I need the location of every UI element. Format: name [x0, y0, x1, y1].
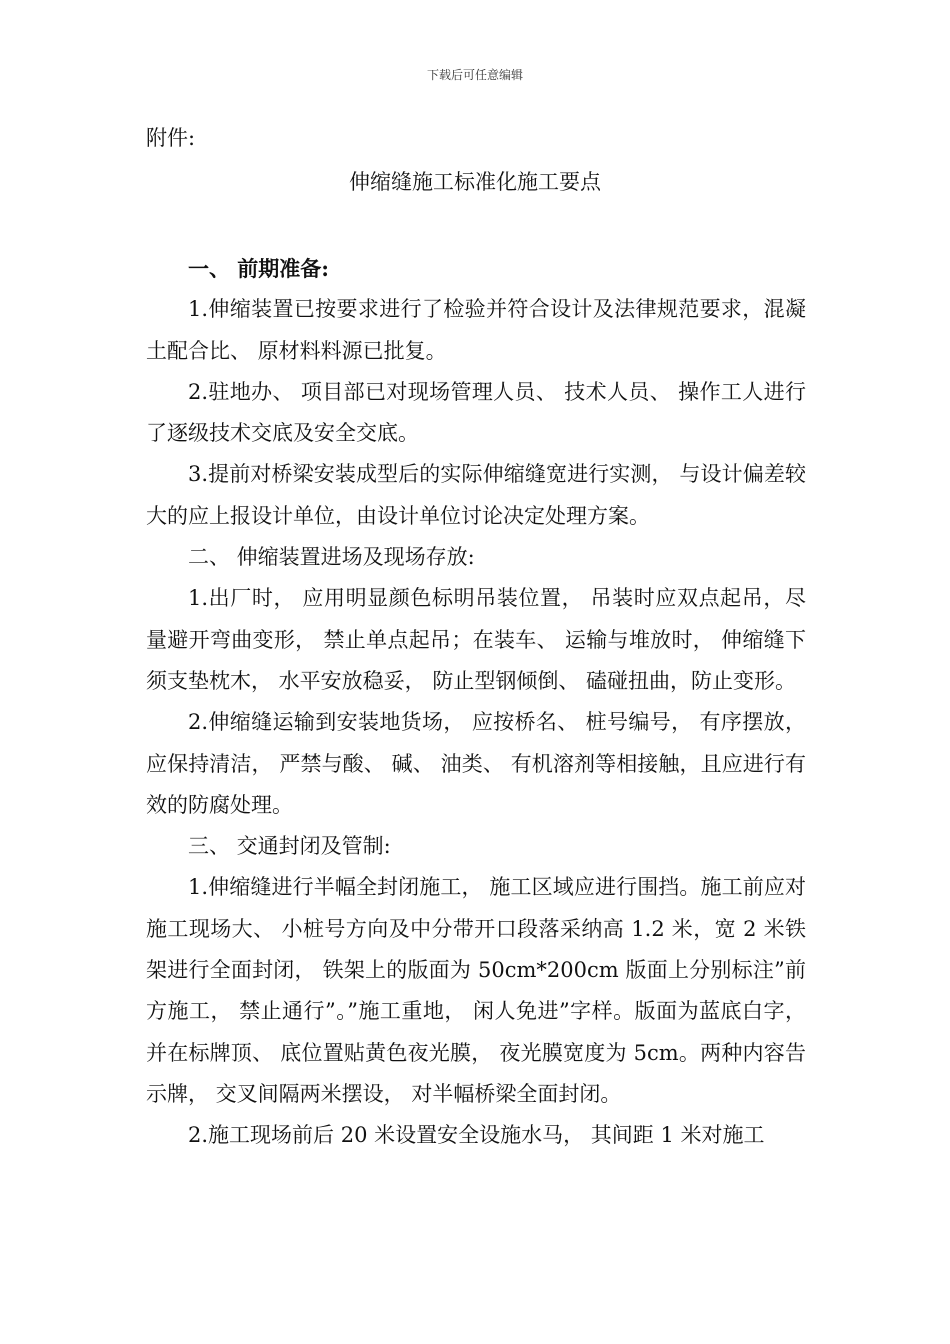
section-heading: 一、 前期准备:: [188, 256, 330, 281]
document-title: 伸缩缝施工标准化施工要点: [349, 170, 601, 194]
section-heading: 二、 伸缩装置进场及现场存放:: [188, 545, 475, 570]
paragraph: 2.施工现场前后 20 米设置安全设施水马， 其间距 1 米对施工: [188, 1123, 765, 1148]
paragraph: 2.伸缩缝运输到安装地货场， 应按桥名、 桩号编号， 有序摆放， 应保持清洁， 严禁与酸、 碱、 油类、 有机溶剂等相接触，且应进行有效的防腐处理。: [146, 710, 806, 817]
paragraph: 3.提前对桥梁安装成型后的实际伸缩缝宽进行实测， 与设计偏差较大的应上报设计单位，由设计单位讨论决定处理方案。: [146, 462, 806, 528]
header-note: 下载后可任意编辑: [426, 68, 523, 82]
section-heading: 三、 交通封闭及管制:: [188, 834, 391, 859]
paragraph: 1.出厂时， 应用明显颜色标明吊装位置， 吊装时应双点起吊，尽量避开弯曲变形， 禁止单点起吊；在装车、 运输与堆放时， 伸缩缝下须支垫枕木， 水平安放稳妥， 防止型钢倾倒、 磕碰扭曲，防止变形。: [146, 586, 806, 693]
document-body: [146, 248, 806, 1157]
attachment-label: 附件:: [146, 126, 196, 150]
paragraph: 1.伸缩缝进行半幅全封闭施工， 施工区域应进行围挡。施工前应对施工现场大、 小桩号方向及中分带开口段落采纳高 1.2 米，宽 2 米铁架进行全面封闭， 铁架上的版面为 50cm*200cm 版面上分别标注”前方施工， 禁止通行”。”施工重地， 闲人免进”字样。版面为蓝底白字， 并在标牌顶、 底位置贴黄色夜光膜， 夜光膜宽度为 5cm。两种内容告示牌， 交叉间隔两米摆设， 对半幅桥梁全面封闭。: [146, 875, 806, 1106]
paragraph: 2.驻地办、 项目部已对现场管理人员、 技术人员、 操作工人进行了逐级技术交底及安全交底。: [146, 379, 806, 446]
paragraph: 1.伸缩装置已按要求进行了检验并符合设计及法律规范要求，混凝土配合比、 原材料料源已批复。: [146, 297, 806, 363]
